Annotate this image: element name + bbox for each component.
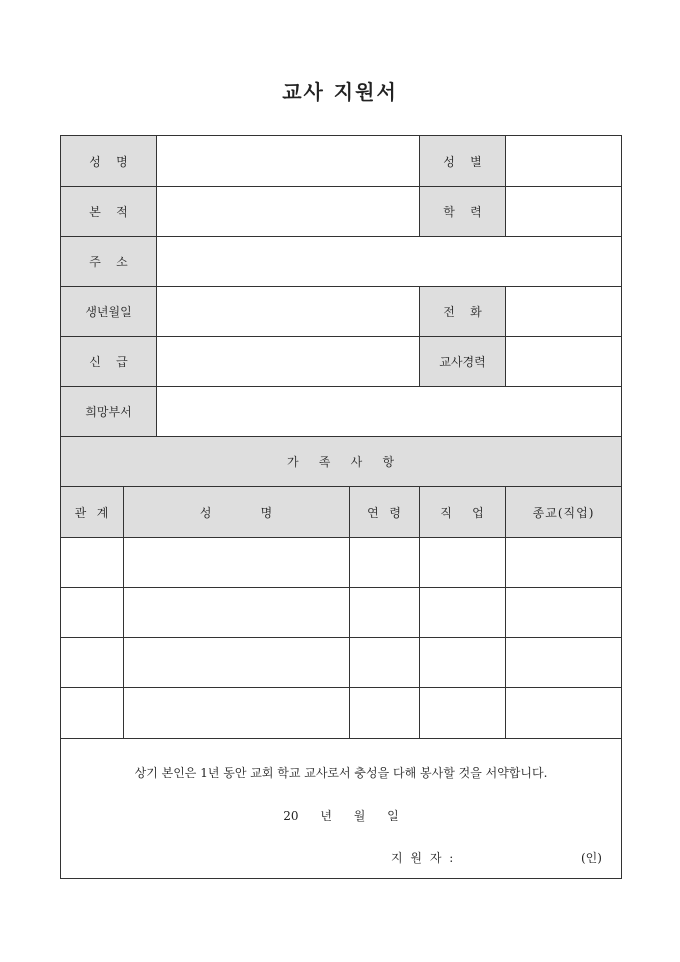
family-name-cell[interactable] bbox=[124, 688, 350, 739]
table-row bbox=[61, 588, 622, 638]
seal-mark: (인) bbox=[581, 851, 602, 865]
family-age-cell[interactable] bbox=[350, 638, 420, 688]
family-col-relation: 관 계 bbox=[61, 487, 124, 538]
birthdate-field[interactable] bbox=[157, 287, 420, 337]
faith-level-label: 신 급 bbox=[61, 337, 157, 387]
family-religion-cell[interactable] bbox=[506, 688, 622, 739]
family-relation-cell[interactable] bbox=[61, 638, 124, 688]
name-label: 성 명 bbox=[61, 136, 157, 187]
teaching-career-label: 교사경력 bbox=[420, 337, 506, 387]
family-name-cell[interactable] bbox=[124, 538, 350, 588]
faith-level-field[interactable] bbox=[157, 337, 420, 387]
pledge-date-line: 20 년 월 일 bbox=[283, 809, 399, 823]
gender-label: 성 별 bbox=[420, 136, 506, 187]
signer-label: 지 원 자 : bbox=[391, 851, 456, 865]
family-occupation-cell[interactable] bbox=[420, 538, 506, 588]
desired-department-field[interactable] bbox=[157, 387, 622, 437]
family-col-occupation: 직 업 bbox=[420, 487, 506, 538]
family-religion-cell[interactable] bbox=[506, 638, 622, 688]
name-field[interactable] bbox=[157, 136, 420, 187]
family-occupation-cell[interactable] bbox=[420, 688, 506, 739]
application-form bbox=[60, 135, 622, 879]
phone-field[interactable] bbox=[506, 287, 622, 337]
family-age-cell[interactable] bbox=[350, 688, 420, 739]
gender-field[interactable] bbox=[506, 136, 622, 187]
table-row bbox=[61, 538, 622, 588]
birthdate-label: 생년월일 bbox=[61, 287, 157, 337]
hometown-label: 본 적 bbox=[61, 187, 157, 237]
family-age-cell[interactable] bbox=[350, 538, 420, 588]
signature-line bbox=[61, 849, 621, 869]
family-relation-cell[interactable] bbox=[61, 588, 124, 638]
address-label: 주 소 bbox=[61, 237, 157, 287]
page-title: 교사 지원서 bbox=[282, 80, 398, 104]
pledge-section bbox=[61, 739, 622, 879]
education-label: 학 력 bbox=[420, 187, 506, 237]
table-row bbox=[61, 688, 622, 739]
family-name-cell[interactable] bbox=[124, 588, 350, 638]
pledge-text: 상기 본인은 1년 동안 교회 학교 교사로서 충성을 다해 봉사할 것을 서약합니다. bbox=[134, 766, 548, 780]
address-field[interactable] bbox=[157, 237, 622, 287]
family-section-header: 가 족 사 항 bbox=[61, 437, 622, 487]
hometown-field[interactable] bbox=[157, 187, 420, 237]
teaching-career-field[interactable] bbox=[506, 337, 622, 387]
desired-department-label: 희망부서 bbox=[61, 387, 157, 437]
family-name-cell[interactable] bbox=[124, 638, 350, 688]
family-occupation-cell[interactable] bbox=[420, 588, 506, 638]
education-field[interactable] bbox=[506, 187, 622, 237]
table-row bbox=[61, 638, 622, 688]
family-relation-cell[interactable] bbox=[61, 688, 124, 739]
family-religion-cell[interactable] bbox=[506, 588, 622, 638]
family-col-age: 연 령 bbox=[350, 487, 420, 538]
family-age-cell[interactable] bbox=[350, 588, 420, 638]
family-occupation-cell[interactable] bbox=[420, 638, 506, 688]
family-relation-cell[interactable] bbox=[61, 538, 124, 588]
family-religion-cell[interactable] bbox=[506, 538, 622, 588]
family-col-religion: 종교(직업) bbox=[506, 487, 622, 538]
family-col-name: 성 명 bbox=[124, 487, 350, 538]
phone-label: 전 화 bbox=[420, 287, 506, 337]
